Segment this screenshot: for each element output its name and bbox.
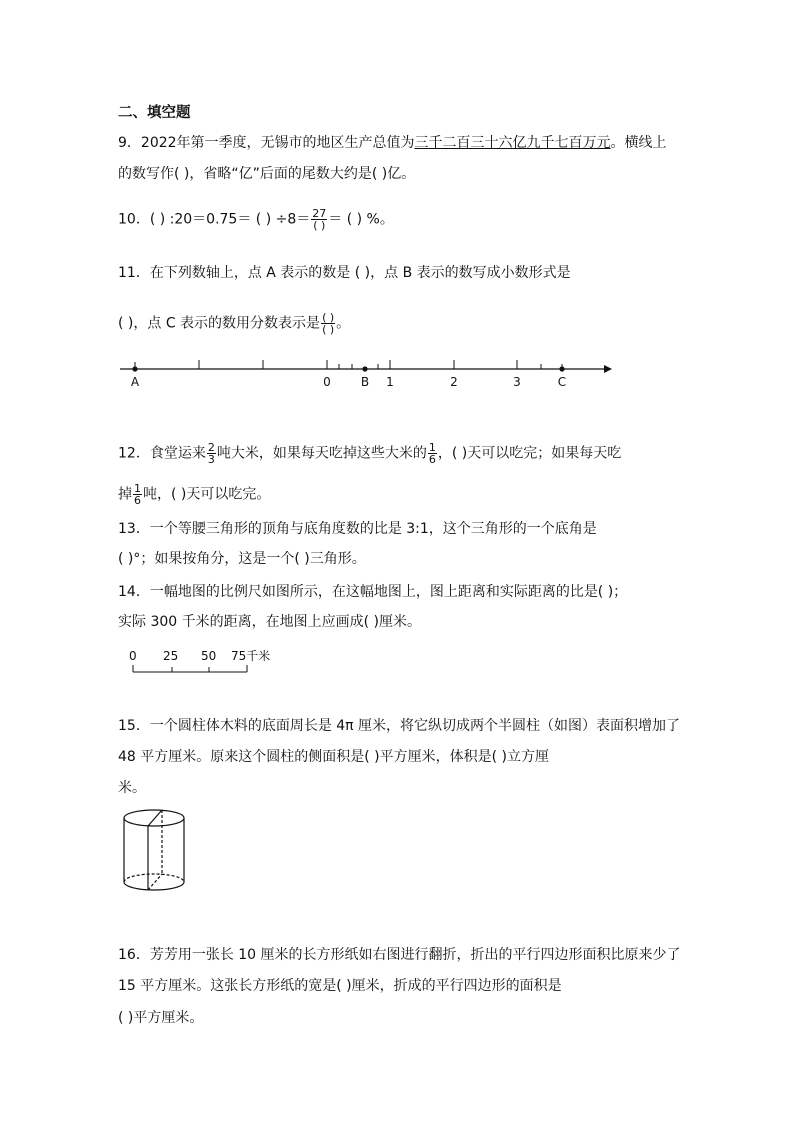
label-a: A (130, 375, 140, 389)
fraction-2-3: $\frac{2}{3}$ (207, 441, 215, 466)
question-11-line-1: 11．在下列数轴上，点 A 表示的数是 ( )，点 B 表示的数写成小数形式是 (118, 265, 571, 281)
label-b: B (360, 375, 370, 389)
point-b (362, 366, 367, 371)
fraction-27-over-blank: $\frac{27}{( )}$ (312, 207, 327, 232)
scale-label-25: 25 (163, 649, 179, 663)
question-13-line-2: ( )°；如果按角分，这是一个( )三角形。 (118, 551, 366, 567)
label-1: 1 (386, 375, 394, 389)
question-13-line-1: 13．一个等腰三角形的顶角与底角度数的比是 3:1，这个三角形的一个底角是 (118, 521, 597, 537)
map-scale-bar (125, 646, 285, 680)
point-c (559, 366, 564, 371)
question-15-line-3: 米。 (118, 780, 146, 796)
fraction-1-6-tons: $\frac{1}{6}$ (134, 482, 141, 507)
label-2: 2 (450, 375, 458, 389)
question-12-line-1: 12．食堂运来 $\frac{2}{3}$ 吨大米，如果每天吃掉这些大米的 $\frac{1}{6}$ ，( )天可以吃完；如果每天吃 (118, 441, 622, 466)
number-line (110, 350, 630, 395)
question-16-line-2: 15 平方厘米。这张长方形纸的宽是( )厘米，折成的平行四边形的面积是 (118, 978, 562, 994)
section-title: 二、填空题 (118, 105, 191, 121)
label-c: C (557, 375, 567, 389)
label-3: 3 (513, 375, 521, 389)
question-14-line-1: 14．一幅地图的比例尺如图所示，在这幅地图上，图上距离和实际距离的比是( )； (118, 584, 628, 600)
cylinder-figure (118, 806, 192, 898)
question-12-line-2: 掉 $\frac{1}{6}$ 吨，( )天可以吃完。 (118, 482, 271, 507)
scale-label-50: 50 (201, 649, 217, 663)
scale-label-75km: 75千米 (231, 649, 271, 663)
underlined-number-text: 三千二百三十六亿九千七百万元 (414, 135, 611, 151)
fraction-1-6: $\frac{1}{6}$ (428, 441, 436, 466)
question-9-line-2: 的数写作( )，省略“亿”后面的尾数大约是( )亿。 (118, 166, 416, 182)
question-16-line-1: 16．芳芳用一张长 10 厘米的长方形纸如右图进行翻折，折出的平行四边形面积比原来少了 (118, 947, 681, 963)
scale-label-0: 0 (129, 649, 137, 663)
label-0: 0 (323, 375, 331, 389)
question-10: 10．( ) :20＝0.75＝ ( ) ÷8＝ $\frac{27}{( )}$ ＝ ( ) %。 (118, 207, 394, 232)
fraction-blank: $\frac{( )}{( )}$ (322, 311, 335, 336)
question-15-line-2: 48 平方厘米。原来这个圆柱的侧面积是( )平方厘米，体积是( )立方厘 (118, 749, 550, 765)
question-9-line-1: 9．2022年第一季度，无锡市的地区生产总值为三千二百三十六亿九千七百万元。横线上 (118, 135, 667, 151)
question-14-line-2: 实际 300 千米的距离，在地图上应画成( )厘米。 (118, 614, 421, 630)
question-16-line-3: ( )平方厘米。 (118, 1010, 204, 1026)
question-11-line-2: ( )，点 C 表示的数用分数表示是 $\frac{( )}{( )}$ 。 (118, 311, 351, 336)
question-15-line-1: 15．一个圆柱体木料的底面周长是 4π 厘米，将它纵切成两个半圆柱（如图）表面积增加了 (118, 718, 681, 734)
point-a (132, 366, 137, 371)
